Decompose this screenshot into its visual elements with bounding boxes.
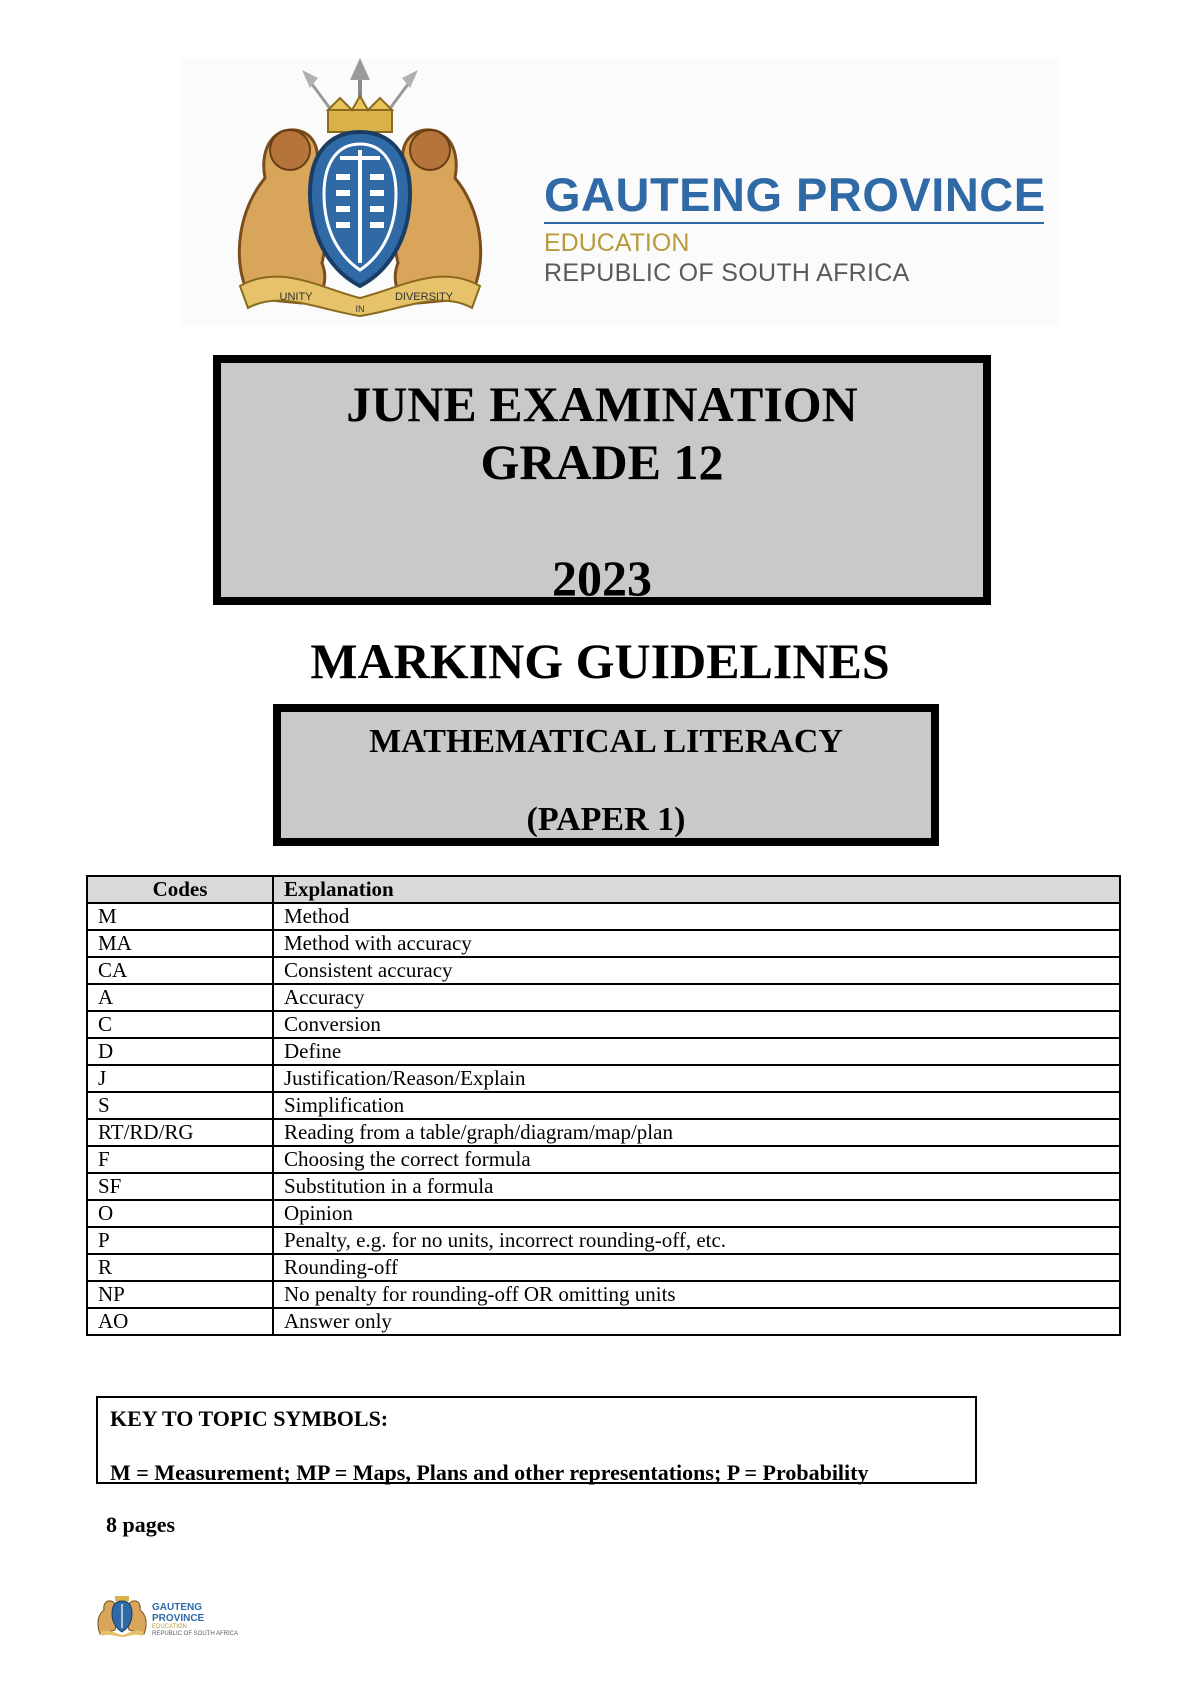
explanation-cell: Justification/Reason/Explain <box>273 1065 1120 1092</box>
table-row <box>87 1065 1120 1092</box>
explanation-cell: Method with accuracy <box>273 930 1120 957</box>
code-cell: P <box>87 1227 273 1254</box>
code-cell: J <box>87 1065 273 1092</box>
footer-org-country: REPUBLIC OF SOUTH AFRICA <box>152 1631 239 1637</box>
code-cell: C <box>87 1011 273 1038</box>
header-logo <box>180 58 1060 326</box>
table-header-row <box>87 876 1120 903</box>
exam-title-box <box>213 355 991 605</box>
table-row <box>87 1173 1120 1200</box>
motto-unity: UNITY <box>279 291 313 303</box>
subject-name: MATHEMATICAL LITERACY <box>369 723 843 760</box>
table-row <box>87 903 1120 930</box>
explanation-cell: Define <box>273 1038 1120 1065</box>
table-row <box>87 984 1120 1011</box>
table-row <box>87 1281 1120 1308</box>
code-cell: RT/RD/RG <box>87 1119 273 1146</box>
code-cell: AO <box>87 1308 273 1335</box>
code-cell: S <box>87 1092 273 1119</box>
code-cell: F <box>87 1146 273 1173</box>
table-row <box>87 1011 1120 1038</box>
explanation-cell: Answer only <box>273 1308 1120 1335</box>
footer-org-subtitle: EDUCATION <box>152 1624 187 1630</box>
explanation-cell: Rounding-off <box>273 1254 1120 1281</box>
org-title: GAUTENG PROVINCE <box>544 168 1046 221</box>
page-count: 8 pages <box>106 1512 176 1537</box>
table-row <box>87 1308 1120 1335</box>
table-row <box>87 1227 1120 1254</box>
table-row <box>87 1092 1120 1119</box>
coat-of-arms-icon <box>210 58 510 318</box>
code-cell: SF <box>87 1173 273 1200</box>
exam-name: JUNE EXAMINATION <box>346 376 858 432</box>
topic-key-box <box>96 1396 977 1484</box>
table-row <box>87 1119 1120 1146</box>
table-row <box>87 1200 1120 1227</box>
table-row <box>87 1254 1120 1281</box>
exam-grade: GRADE 12 <box>480 434 724 490</box>
explanation-cell: Substitution in a formula <box>273 1173 1120 1200</box>
explanation-cell: Choosing the correct formula <box>273 1146 1120 1173</box>
code-cell: A <box>87 984 273 1011</box>
code-cell: CA <box>87 957 273 984</box>
topic-key-text: M = Measurement; MP = Maps, Plans and other representations; P = Probability <box>110 1460 869 1485</box>
code-cell: NP <box>87 1281 273 1308</box>
footer-logo <box>94 1590 254 1638</box>
explanation-cell: Accuracy <box>273 984 1120 1011</box>
explanation-cell: Consistent accuracy <box>273 957 1120 984</box>
code-cell: MA <box>87 930 273 957</box>
table-row <box>87 1146 1120 1173</box>
explanation-cell: No penalty for rounding-off OR omitting units <box>273 1281 1120 1308</box>
footer-org-text <box>152 1602 254 1638</box>
explanation-cell: Penalty, e.g. for no units, incorrect rounding-off, etc. <box>273 1227 1120 1254</box>
org-subtitle: EDUCATION <box>544 229 690 257</box>
exam-year: 2023 <box>552 550 652 606</box>
codes-table <box>86 875 1121 1336</box>
explanation-cell: Reading from a table/graph/diagram/map/plan <box>273 1119 1120 1146</box>
table-row <box>87 930 1120 957</box>
table-row <box>87 957 1120 984</box>
explanation-cell: Simplification <box>273 1092 1120 1119</box>
table-row <box>87 1038 1120 1065</box>
explanation-header: Explanation <box>273 876 1120 903</box>
org-name-block <box>544 168 1046 288</box>
subject-box <box>273 704 939 846</box>
explanation-cell: Method <box>273 903 1120 930</box>
code-cell: O <box>87 1200 273 1227</box>
footer-org-title: GAUTENG PROVINCE <box>152 1602 205 1624</box>
code-cell: M <box>87 903 273 930</box>
page-title: MARKING GUIDELINES <box>310 633 890 689</box>
code-cell: R <box>87 1254 273 1281</box>
code-cell: D <box>87 1038 273 1065</box>
motto-diversity: DIVERSITY <box>394 291 454 303</box>
motto-in: IN <box>355 304 365 314</box>
explanation-cell: Conversion <box>273 1011 1120 1038</box>
coat-of-arms-small-icon <box>94 1590 150 1638</box>
org-rule <box>544 222 1044 224</box>
org-country: REPUBLIC OF SOUTH AFRICA <box>544 259 910 287</box>
subject-paper: (PAPER 1) <box>526 801 686 838</box>
topic-key-title: KEY TO TOPIC SYMBOLS: <box>110 1406 389 1431</box>
explanation-cell: Opinion <box>273 1200 1120 1227</box>
codes-header: Codes <box>87 876 273 903</box>
